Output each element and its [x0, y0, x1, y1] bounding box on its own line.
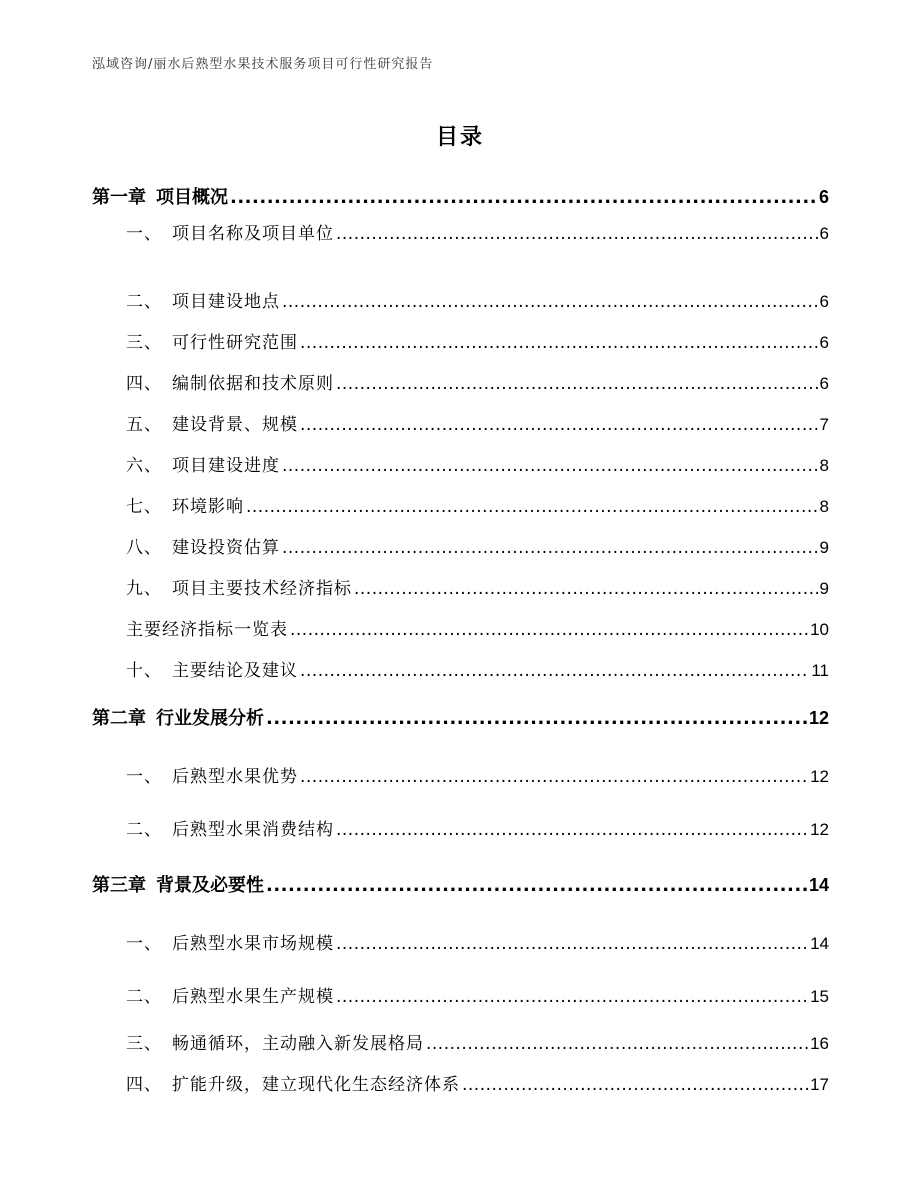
toc-chapter-2[interactable]: [92, 704, 829, 730]
section-number: 三、: [126, 1034, 162, 1054]
section-number: 四、: [126, 1075, 162, 1095]
page-number: 7: [819, 415, 829, 434]
section-title: 项目名称及项目单位: [172, 224, 334, 244]
section-number: 五、: [126, 415, 162, 435]
section-title: 环境影响: [172, 497, 244, 517]
toc-chapter-3[interactable]: [92, 871, 829, 897]
chapter-title: 行业发展分析: [156, 708, 264, 729]
toc-section-1-2[interactable]: [126, 287, 829, 312]
toc-section-1-1[interactable]: [126, 219, 829, 244]
section-number: 三、: [126, 333, 162, 353]
section-title: 编制依据和技术原则: [172, 374, 334, 394]
page-number: 6: [819, 224, 829, 243]
page-number: 8: [819, 456, 829, 475]
toc-section-3-3[interactable]: [126, 1029, 829, 1054]
toc-section-2-2[interactable]: [126, 815, 829, 840]
toc-section-3-2[interactable]: [126, 982, 829, 1007]
section-title: 项目主要技术经济指标: [172, 579, 352, 599]
section-number: 四、: [126, 374, 162, 394]
section-title: 后熟型水果消费结构: [172, 820, 334, 840]
toc-section-1-8[interactable]: [126, 533, 829, 558]
toc-section-2-1[interactable]: [126, 762, 829, 787]
toc-section-1-10[interactable]: [126, 656, 829, 681]
dot-leader: [300, 767, 808, 787]
page-number: 8: [819, 497, 829, 516]
page-number: 17: [810, 1075, 829, 1094]
dot-leader: [266, 875, 807, 896]
section-number: 八、: [126, 538, 162, 558]
page-number: 6: [819, 333, 829, 352]
section-title: 后熟型水果市场规模: [172, 934, 334, 954]
section-title: 后熟型水果生产规模: [172, 987, 334, 1007]
table-title: 主要经济指标一览表: [126, 620, 288, 640]
page-number: 9: [819, 579, 829, 598]
chapter-number: 第二章: [92, 708, 146, 729]
section-number: 一、: [126, 767, 162, 787]
page-number: 12: [808, 708, 829, 728]
dot-leader: [282, 538, 818, 558]
section-title: 可行性研究范围: [172, 333, 298, 353]
toc-section-3-4[interactable]: [126, 1070, 829, 1095]
section-number: 一、: [126, 934, 162, 954]
section-number: 二、: [126, 987, 162, 1007]
dot-leader: [266, 708, 807, 729]
section-title: 扩能升级，建立现代化生态经济体系: [172, 1075, 460, 1095]
section-title: 畅通循环，主动融入新发展格局: [172, 1034, 424, 1054]
section-title: 后熟型水果优势: [172, 767, 298, 787]
page-number: 6: [819, 292, 829, 311]
dot-leader: [230, 187, 817, 208]
dot-leader: [300, 415, 818, 435]
chapter-number: 第三章: [92, 875, 146, 896]
page-number: 10: [810, 620, 829, 639]
toc-section-1-4[interactable]: [126, 369, 829, 394]
section-title: 项目建设进度: [172, 456, 280, 476]
toc-title: 目录: [435, 125, 484, 150]
page-number: 11: [811, 661, 829, 680]
dot-leader: [300, 333, 818, 353]
section-number: 九、: [126, 579, 162, 599]
toc-section-1-7[interactable]: [126, 492, 829, 517]
dot-leader: [336, 934, 808, 954]
section-title: 主要结论及建议: [172, 661, 298, 681]
section-number: 二、: [126, 292, 162, 312]
dot-leader: [462, 1075, 808, 1095]
toc-section-1-9[interactable]: [126, 574, 829, 599]
chapter-title: 背景及必要性: [156, 875, 264, 896]
page-number: 14: [808, 875, 829, 895]
section-number: 七、: [126, 497, 162, 517]
dot-leader: [300, 661, 809, 681]
page-number: 6: [819, 374, 829, 393]
page-number: 9: [819, 538, 829, 557]
section-title: 项目建设地点: [172, 292, 280, 312]
page-number: 12: [810, 767, 829, 786]
dot-leader: [336, 987, 808, 1007]
toc-section-3-1[interactable]: [126, 929, 829, 954]
dot-leader: [336, 820, 808, 840]
page-number: 16: [810, 1034, 829, 1053]
dot-leader: [426, 1034, 808, 1054]
chapter-title: 项目概况: [156, 187, 228, 208]
page-number: 15: [810, 987, 829, 1006]
toc-section-1-6[interactable]: [126, 451, 829, 476]
toc-section-1-3[interactable]: [126, 328, 829, 353]
page-number: 14: [810, 934, 829, 953]
page-number: 6: [818, 187, 829, 207]
dot-leader: [354, 579, 818, 599]
dot-leader: [282, 292, 818, 312]
toc-chapter-1[interactable]: [92, 183, 829, 209]
toc-section-1-5[interactable]: [126, 410, 829, 435]
dot-leader: [282, 456, 818, 476]
dot-leader: [336, 374, 818, 394]
page-number: 12: [810, 820, 829, 839]
running-header: 泓域咨询/丽水后熟型水果技术服务项目可行性研究报告: [92, 57, 434, 72]
dot-leader: [246, 497, 818, 517]
chapter-number: 第一章: [92, 187, 146, 208]
section-title: 建设投资估算: [172, 538, 280, 558]
dot-leader: [290, 620, 808, 640]
dot-leader: [336, 224, 818, 244]
section-number: 一、: [126, 224, 162, 244]
toc-table-entry[interactable]: [126, 615, 829, 640]
section-number: 二、: [126, 820, 162, 840]
section-title: 建设背景、规模: [172, 415, 298, 435]
section-number: 十、: [126, 661, 162, 681]
section-number: 六、: [126, 456, 162, 476]
